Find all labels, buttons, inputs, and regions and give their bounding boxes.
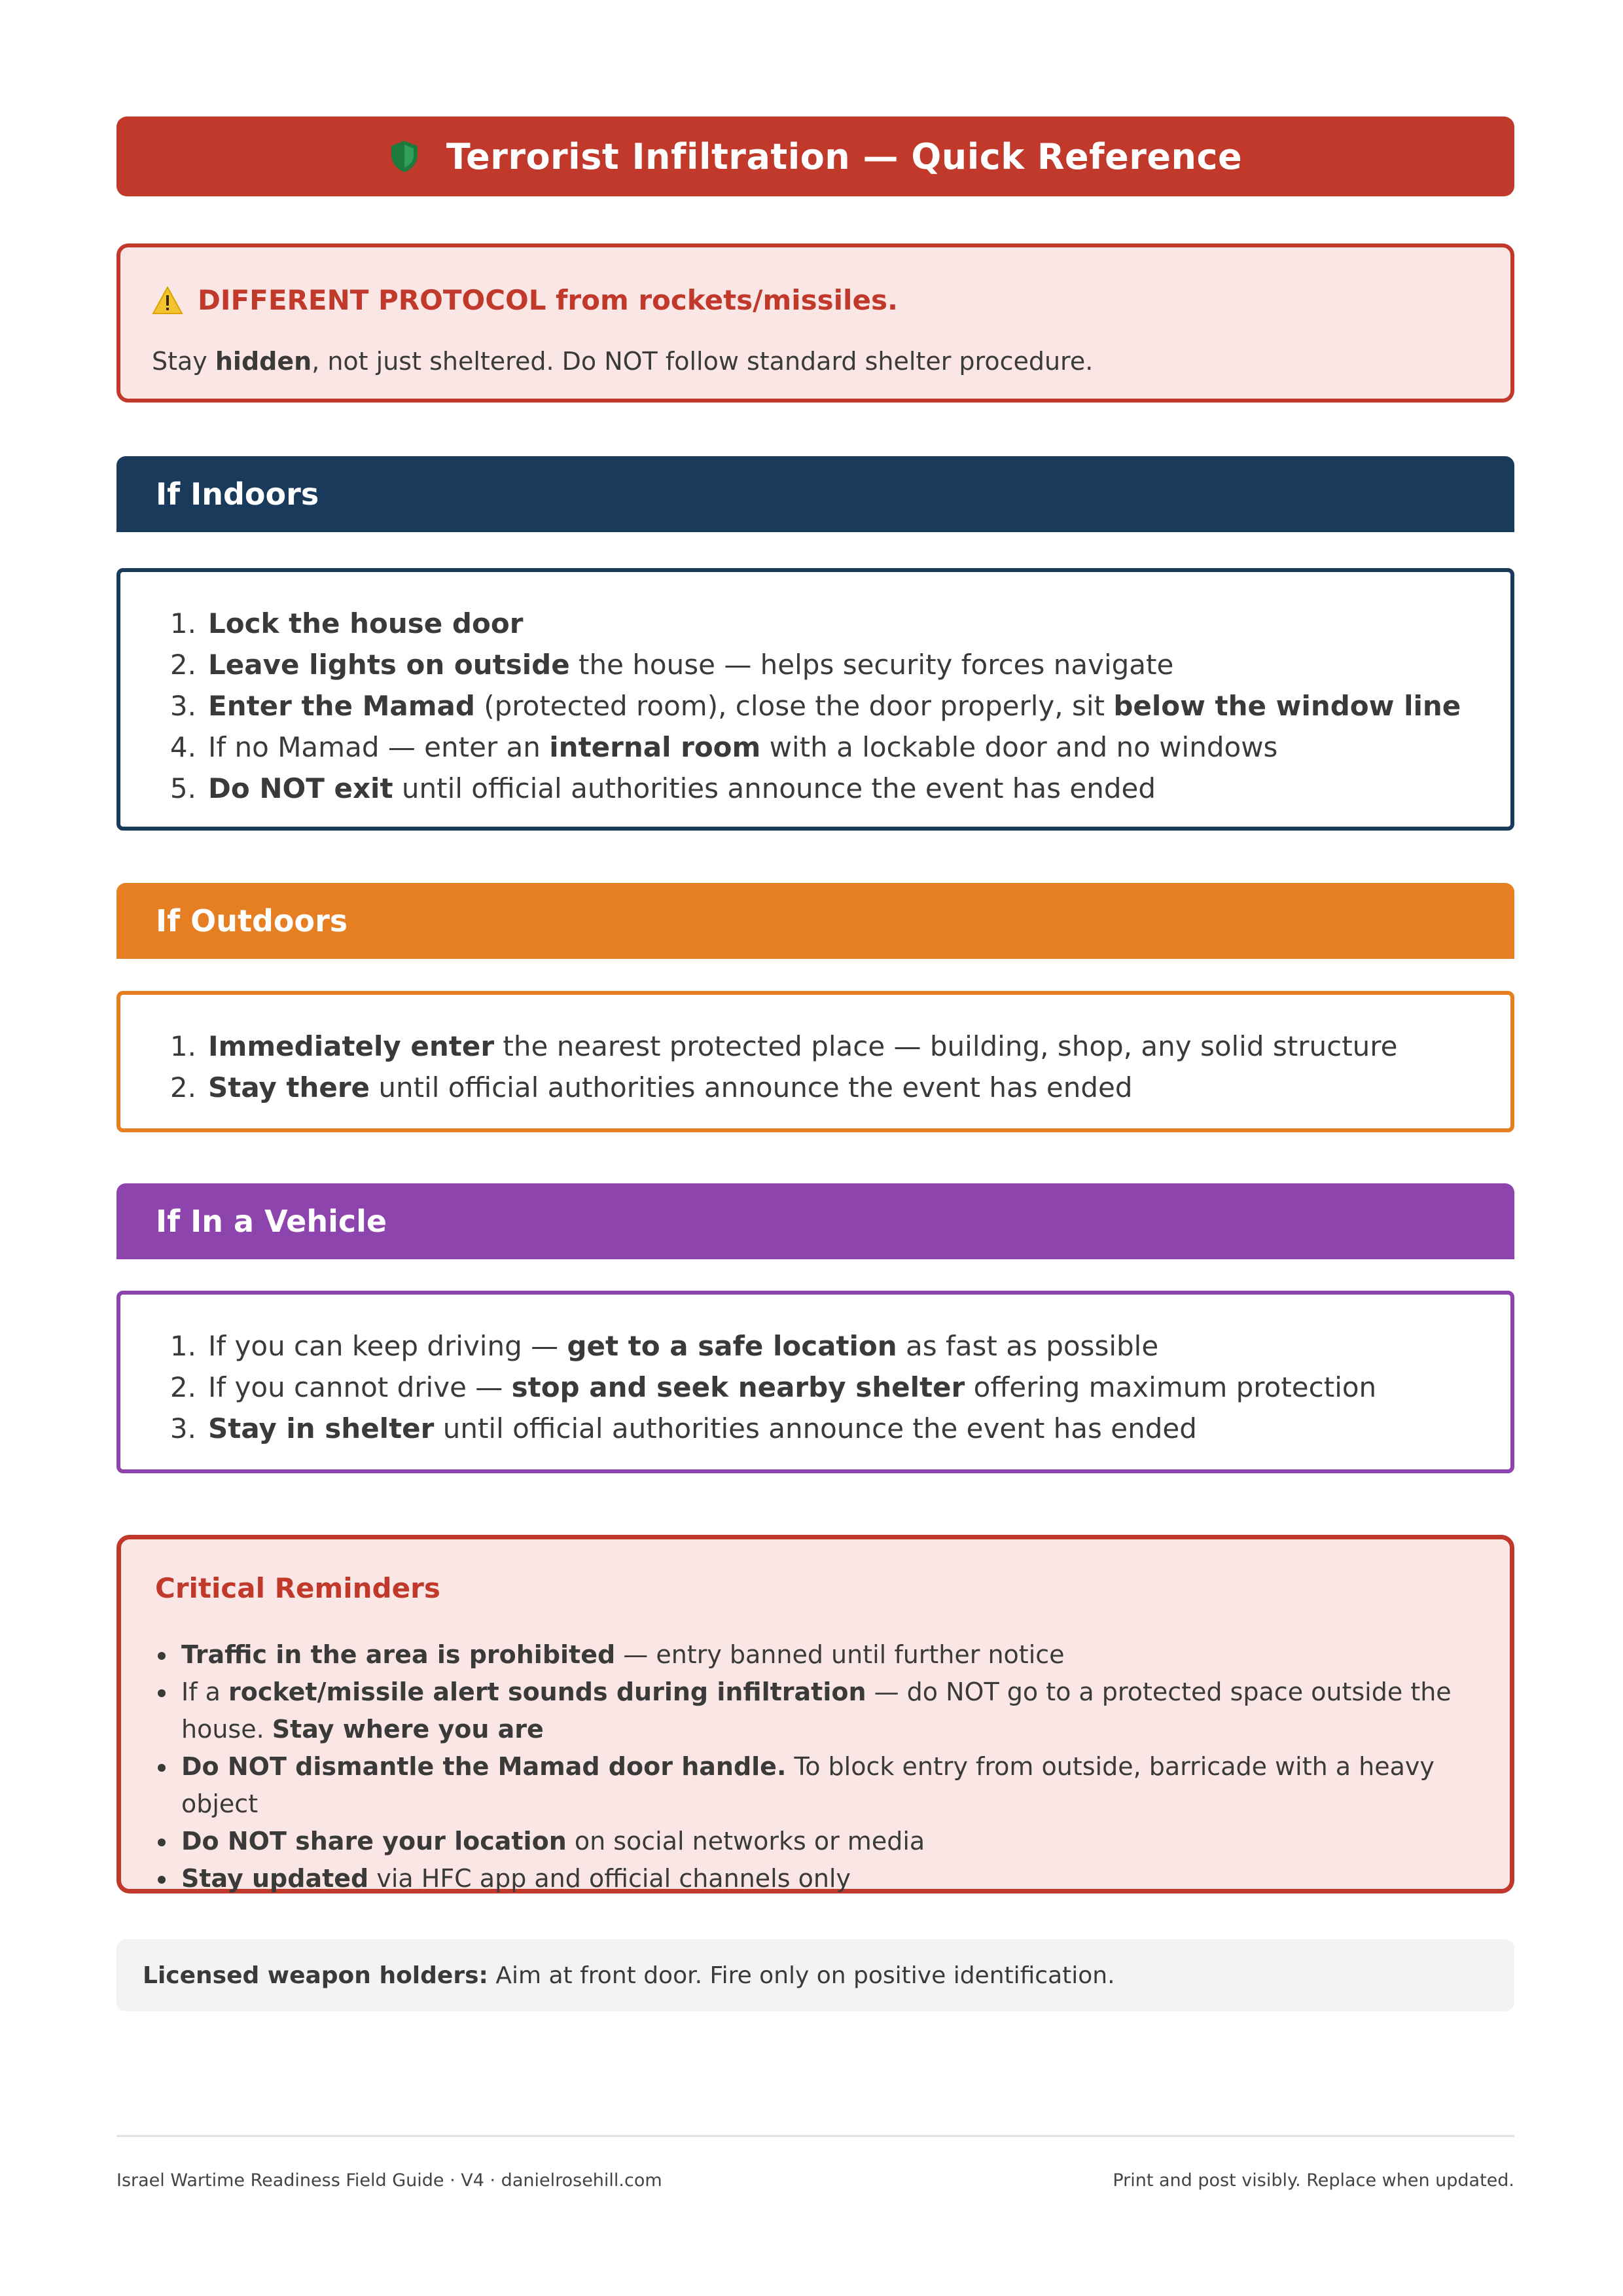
body-text: If no Mamad — enter an [208,731,550,763]
emphasis-text: Do NOT exit [208,772,393,804]
step-item [157,768,1461,809]
step-number: 1. [169,607,196,639]
emphasis-text: get to a safe location [567,1330,897,1362]
section-body-vehicle [116,1291,1514,1473]
footer-divider [116,2135,1514,2137]
emphasis-text: rocket/missile alert sounds during infiltration [228,1677,866,1706]
emphasis-text: Traffic in the area is prohibited [181,1640,616,1669]
body-text: offering maximum protection [965,1371,1377,1403]
section-body-outdoors [116,991,1514,1132]
emphasis-text: Stay where you are [272,1715,544,1744]
body-text: — do NOT go to a protected space outside the house. [181,1677,1452,1744]
section-title: If In a Vehicle [156,1204,387,1239]
outdoors-steps [157,1026,1397,1108]
emphasis-text: Stay updated [181,1864,369,1893]
body-text: until official authorities announce the event has ended [434,1412,1197,1444]
step-item [157,1408,1376,1449]
vehicle-steps [157,1325,1376,1449]
emphasis-text: Lock the house door [208,607,524,639]
warning-headline: DIFFERENT PROTOCOL from rockets/missiles. [198,284,898,316]
emphasis-text: below the window line [1113,690,1461,722]
emphasis-text: Immediately enter [208,1030,495,1062]
emphasis-text: stop and seek nearby shelter [511,1371,965,1403]
warning-emphasis: hidden [215,347,312,376]
step-item [157,644,1461,685]
note-text: Aim at front door. Fire only on positive identification. [488,1962,1115,1989]
title-banner [116,117,1514,196]
body-text: the nearest protected place — building, shop, any solid structure [494,1030,1398,1062]
weapon-holders-note [116,1939,1514,2011]
step-item [157,1067,1397,1108]
shield-icon [389,139,420,173]
body-text: — entry banned until further notice [615,1640,1065,1669]
emphasis-text: Do NOT share your location [181,1827,567,1856]
body-text: until official authorities announce the event has ended [393,772,1156,804]
body-text: with a lockable door and no windows [760,731,1278,763]
step-number: 5. [169,772,196,804]
emphasis-text: Do NOT dismantle the Mamad door handle. [181,1752,787,1781]
step-item [157,726,1461,768]
section-body-indoors [116,568,1514,831]
critical-reminders-list [155,1636,1464,1897]
reminder-item [155,1636,1464,1674]
emphasis-text: Leave lights on outside [208,649,570,681]
body-text: via HFC app and official channels only [368,1864,851,1893]
critical-reminders [116,1535,1514,1893]
section-header-outdoors [116,883,1514,959]
step-number: 3. [169,1412,196,1444]
step-item [157,685,1461,726]
emphasis-text: Stay in shelter [208,1412,435,1444]
reminder-item [155,1823,1464,1860]
step-number: 1. [169,1330,196,1362]
body-text: If a [181,1677,229,1706]
section-title: If Indoors [156,476,319,512]
step-number: 2. [169,1371,196,1403]
note-label: Licensed weapon holders: [143,1962,488,1989]
body-text: until official authorities announce the event has ended [370,1071,1133,1103]
step-item [157,1367,1376,1408]
indoors-steps [157,603,1461,809]
body-text: If you can keep driving — [208,1330,567,1362]
body-text: as fast as possible [897,1330,1159,1362]
step-number: 1. [169,1030,196,1062]
emphasis-text: internal room [549,731,761,763]
step-item [157,603,1461,644]
warning-body: Stay hidden, not just sheltered. Do NOT follow standard shelter procedure. [152,347,1094,376]
reminder-item [155,1860,1464,1897]
body-text: (protected room), close the door properly, sit [474,690,1114,722]
footer-source: Israel Wartime Readiness Field Guide · V4 · danielrosehill.com [116,2170,662,2191]
reminder-item [155,1748,1464,1823]
body-text: on social networks or media [566,1827,925,1856]
step-number: 2. [169,649,196,681]
step-number: 4. [169,731,196,763]
section-header-indoors [116,456,1514,532]
warning-icon [152,286,183,315]
step-item [157,1325,1376,1367]
section-title: If Outdoors [156,903,348,939]
page-title: Terrorist Infiltration — Quick Reference [446,135,1243,177]
body-text: To block entry from outside, barricade with a heavy object [181,1752,1435,1818]
body-text: the house — helps security forces navigate [569,649,1174,681]
critical-reminders-title: Critical Reminders [155,1572,440,1604]
emphasis-text: Enter the Mamad [208,690,475,722]
emphasis-text: Stay there [208,1071,370,1103]
body-text: If you cannot drive — [208,1371,512,1403]
footer-instruction: Print and post visibly. Replace when updated. [1113,2170,1514,2191]
reminder-item [155,1674,1464,1748]
step-number: 3. [169,690,196,722]
step-item [157,1026,1397,1067]
warning-headline-row [152,284,898,316]
protocol-warning [116,243,1514,403]
section-header-vehicle [116,1183,1514,1259]
step-number: 2. [169,1071,196,1103]
